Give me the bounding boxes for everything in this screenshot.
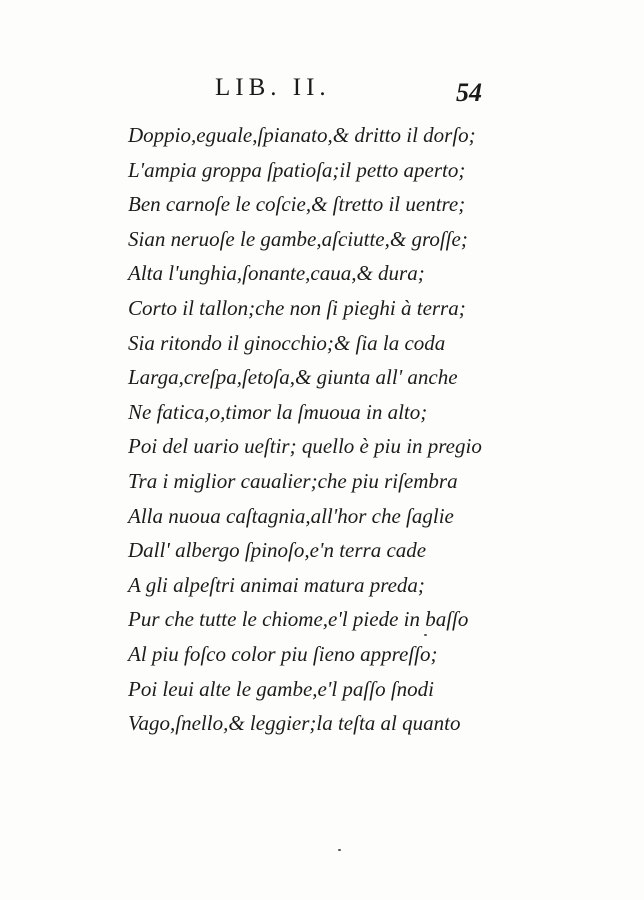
page-number: 54 <box>456 78 482 107</box>
verse-line: Larga,creſpa,ſetoſa,& giunta all' anche <box>128 365 458 390</box>
verse-line: Alta l'unghia,ſonante,caua,& dura; <box>128 261 425 286</box>
verse-line: Sian neruoſe le gambe,aſciutte,& groſſe; <box>128 226 468 251</box>
running-head: LIB. II. <box>215 74 331 101</box>
page-header <box>0 74 644 114</box>
verse-line: Doppio,eguale,ſpianato,& dritto il dorſo; <box>128 123 476 147</box>
verse-line: Sia ritondo il ginocchio;& ſia la coda <box>128 330 446 355</box>
verse-line: L'ampia groppa ſpatioſa;il petto aperto; <box>128 157 466 182</box>
verse-block <box>128 118 608 741</box>
verse-line: Ne fatica,o,timor la ſmuoua in alto; <box>128 399 428 424</box>
verse-line: Al piu foſco color piu ſieno appreſſo; <box>128 641 438 666</box>
verse-line: Tra i miglior caualier;che piu riſembra <box>128 468 458 493</box>
verse-line: Vago,ſnello,& leggier;la teſta al quanto <box>128 711 461 736</box>
ink-speck <box>424 634 427 636</box>
verse-line: Corto il tallon;che non ſi pieghi à terra; <box>128 295 466 320</box>
verse-line: A gli alpeſtri animai matura preda; <box>128 572 425 597</box>
verse-line: Ben carnoſe le coſcie,& ſtretto il uentre; <box>128 192 466 217</box>
verse-line: Pur che tutte le chiome,e'l piede in baſſo <box>128 607 469 632</box>
verse-line: Poi del uario ueſtir; quello è piu in pregio <box>128 434 482 459</box>
verse-line: Dall' albergo ſpinoſo,e'n terra cade <box>128 538 427 563</box>
verse-line: Poi leui alte le gambe,e'l paſſo ſnodi <box>128 676 435 701</box>
verse-line: Alla nuoua caſtagnia,all'hor che ſaglie <box>128 503 454 528</box>
ink-speck <box>338 849 341 851</box>
